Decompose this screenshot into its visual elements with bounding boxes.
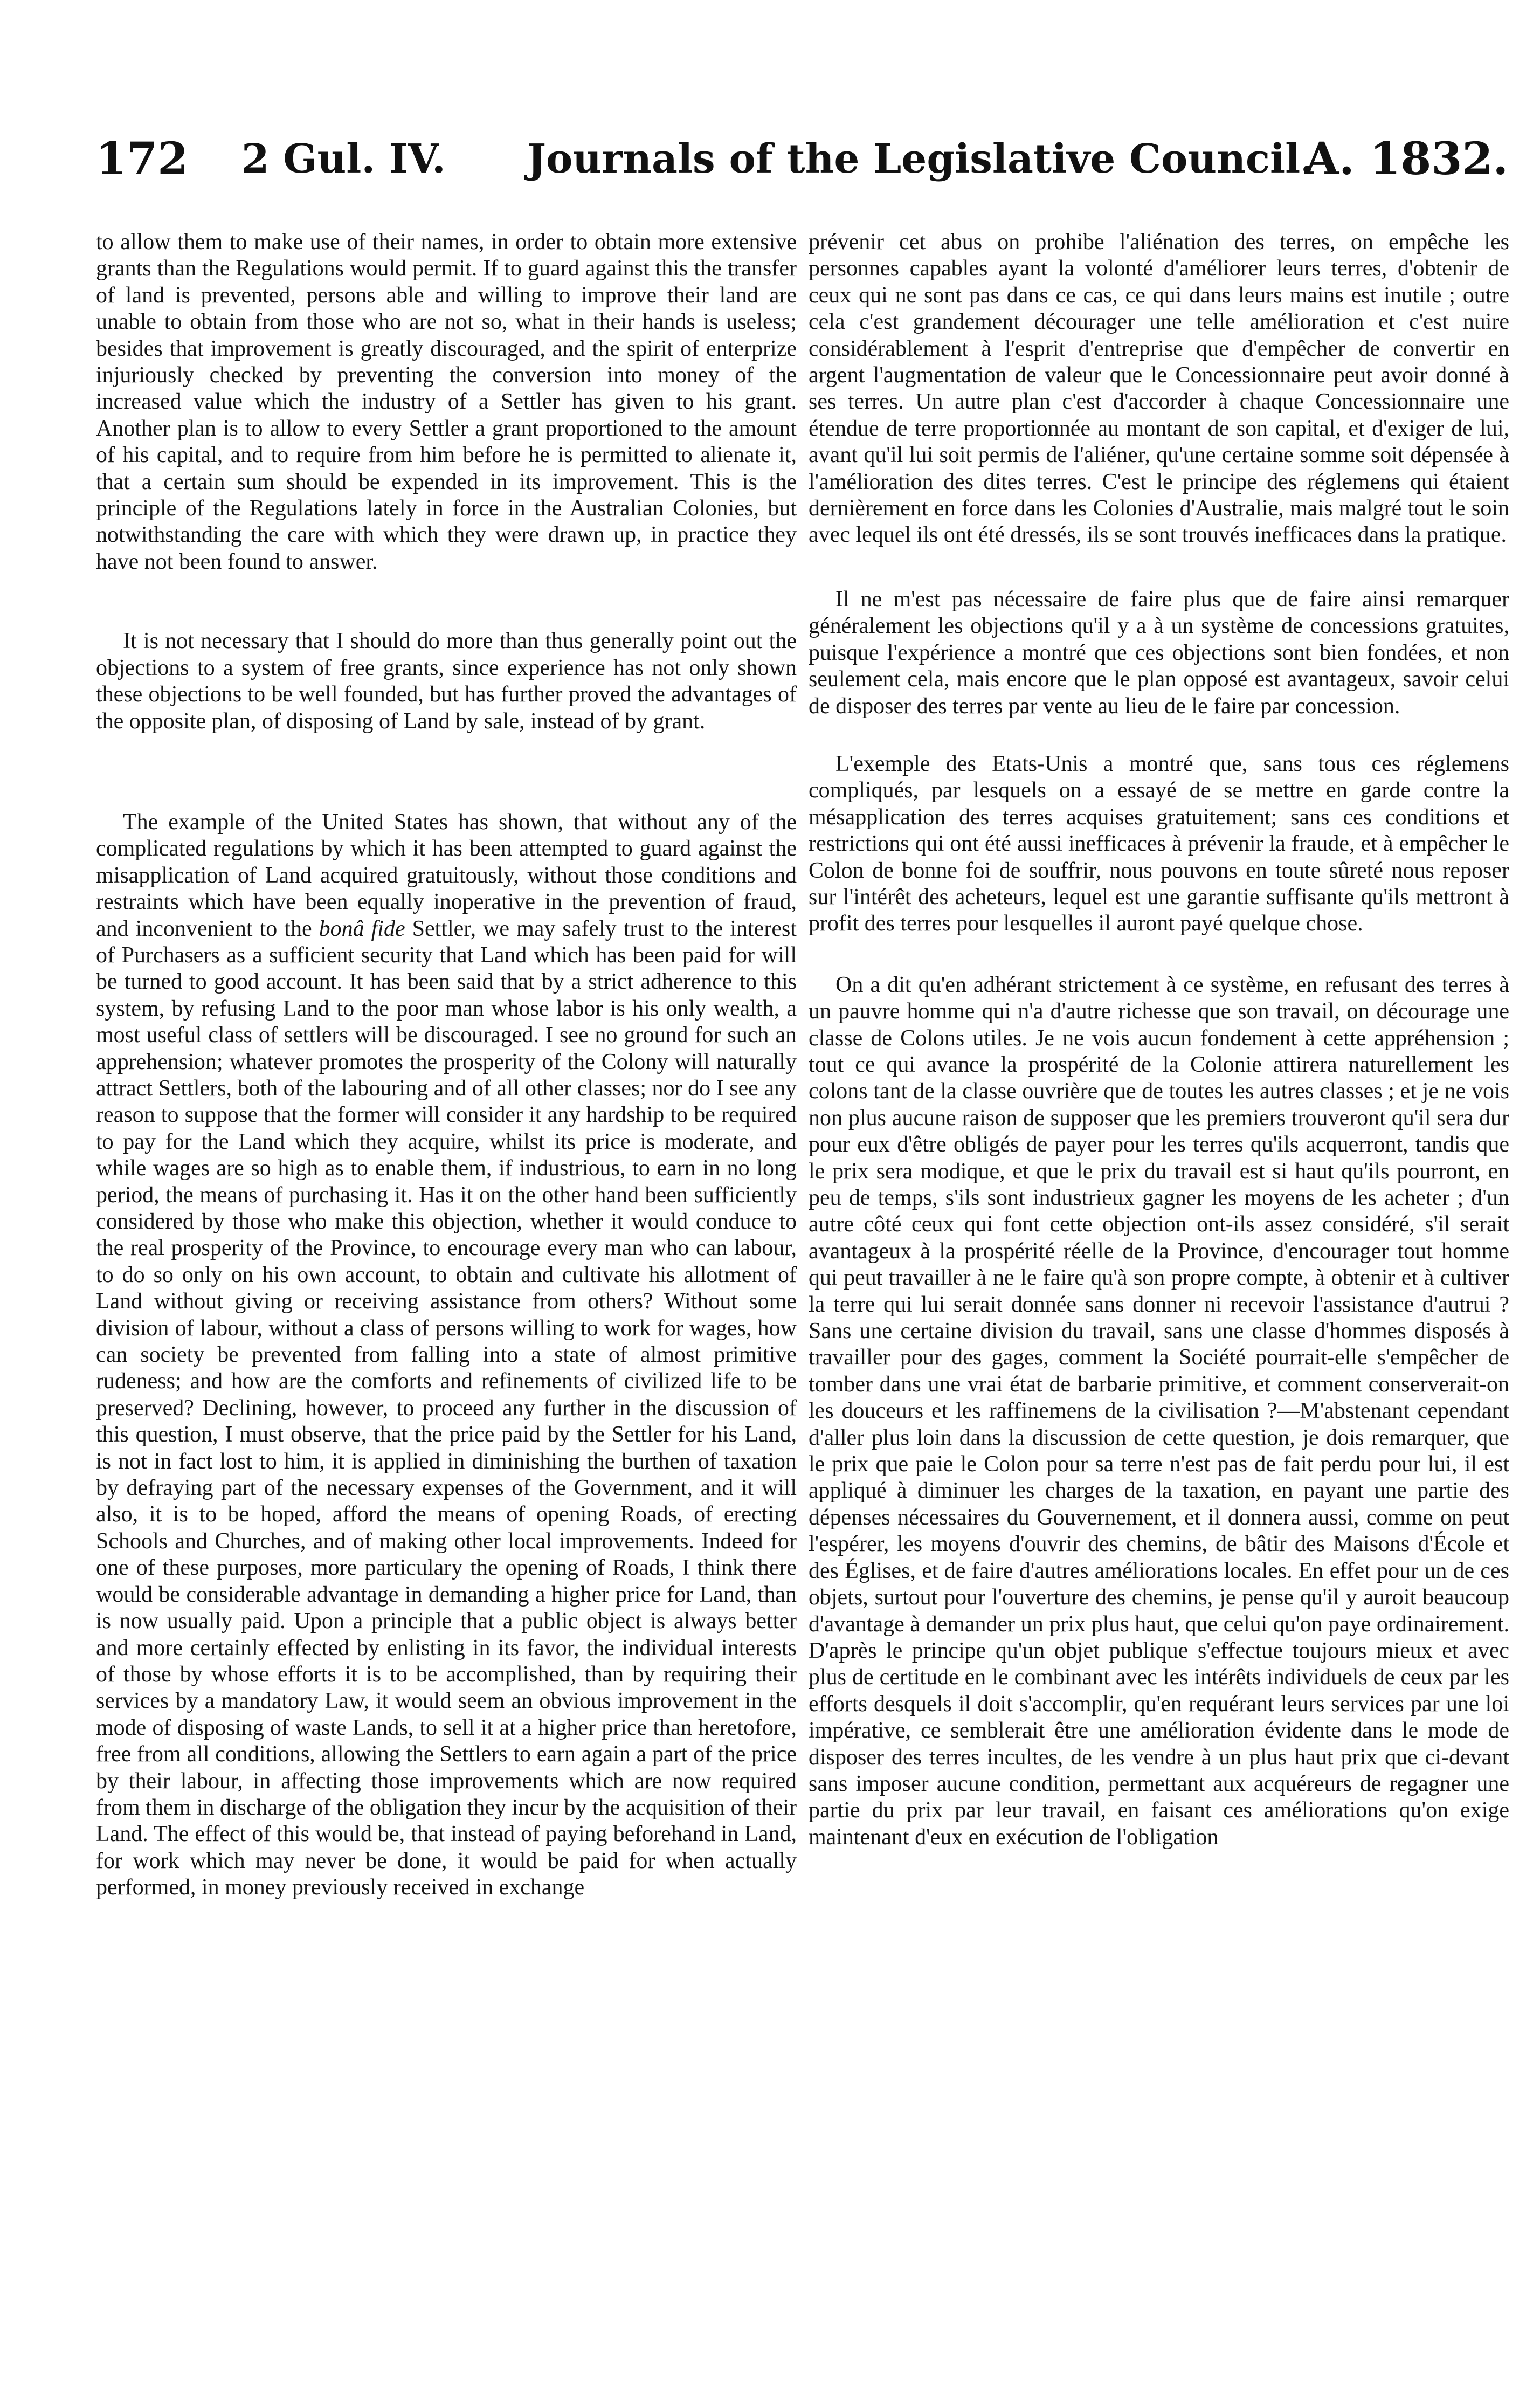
french-paragraph-2: Il ne m'est pas nécessaire de faire plus que de faire ainsi remarquer généralement les objections qu'il y a à un système de concessions gratuites, puisque l'expérience a montré que ces objections sont bien fondées, et non seulement cela, mais encore que le plan opposé est avantageux, savoir celui de disposer des terres par vente au lieu de le faire par concession. [809,587,1509,719]
calendar-year: A. 1832. [1304,133,1508,185]
paragraph-gap [96,735,797,809]
page-header [96,129,1508,189]
running-title: Journals of the Legislative Council. [527,136,1314,182]
french-paragraph-4: On a dit qu'en adhérant strictement à ce système, en refusant des terres à un pauvre homme qui n'a d'autre richesse que son travail, on décourage une classe de Colons utiles. Je ne vois aucun fondement à cette appréhension ; tout ce qui avance la prospérité de la Colonie attirera naturellement les colons tant de la classe ouvrière que de toutes les autres classes ; et je ne vois non plus aucune raison de supposer que les premiers trouveront qu'il sera dur pour eux d'être obligés de payer pour les terres qu'ils acquerront, tandis que le prix sera modique, et que le prix du travail est si haut qu'ils pourront, en peu de temps, s'ils sont industrieux gagner les moyens de les acheter ; d'un autre côté ceux qui font cette objection ont-ils assez considéré, s'il serait avantageux à la prospérité réelle de la Province, d'encourager tout homme qui peut travailler à ne le faire qu'à son propre compte, à obtenir et à cultiver la terre qui lui serait donnée sans donner ni recevoir l'assistance d'autrui ? Sans une certaine division du travail, sans une classe d'hommes disposés à travailler pour des gages, comment la Société pourrait-elle s'empêcher de tomber dans une vrai état de barbarie primitive, et comment conserverait-on les douceurs et les raffinemens de la civilisation ?—M'abstenant cependant d'aller plus loin dans la discussion de cette question, je dois remarquer, que le prix que paie le Colon pour sa terre n'est pas de fait perdu pour lui, il est appliqué à diminuer les charges de la taxation, en payant une partie des dépenses nécessaires du Gouvernement, et il donnera aussi, comme on peut l'espérer, les moyens d'ouvrir des chemins, de bâtir des Maisons d'École et des Églises, et de faire d'autres améliorations locales. En effet pour un de ces objets, surtout pour l'ouverture des chemins, je pense qu'il y auroit beaucoup d'avantage à demander un prix plus haut, que celui qu'on paye ordinairement. D'après le principe qu'un objet publique s'effectue toujours mieux et avec plus de certitude en le combinant avec les intérêts individuels de ceux par les efforts desquels il doit s'accomplir, qu'en requérant leurs services par une loi impérative, ce semblerait être une amélioration évidente dans le mode de disposer des terres incultes, de les vendre à un plus haut prix que ci-devant sans imposer aucune condition, permettant aux acquéreurs de regagner une partie du prix par leur travail, en faisant ces améliorations qu'on exige maintenant d'eux en exécution de l'obligation [809,972,1509,1850]
paragraph-gap [809,549,1509,587]
paragraph-gap [809,937,1509,972]
italic-phrase: bonâ fide [319,916,405,941]
paragraph-gap [96,575,797,628]
english-paragraph-3-part-b: Settler, we may safely trust to the interest of Purchasers as a sufficient security that Land which has been paid for will be turned to good account. It has been said that by a strict adherence to this system, by refusing Land to the poor man whose labor is his only wealth, a most useful class of settlers will be discouraged. I see no ground for such an apprehension; whatever promotes the prosperity of the Colony will naturally attract Settlers, both of the labouring and of all other classes; nor do I see any reason to suppose that the former will consider it any hardship to be required to pay for the Land which they acquire, whilst its price is moderate, and while wages are so high as to enable them, if industrious, to earn in no long period, the means of purchasing it. Has it on the other hand been sufficiently considered by those who make this objection, whether it would conduce to the real prosperity of the Province, to encourage every man who can labour, to do so only on his own account, to obtain and cultivate his allotment of Land without giving or receiving assistance from others? Without some division of labour, without a class of persons willing to work for wages, how can society be prevented from falling into a state of almost primitive rudeness; and how are the comforts and refinements of civilized life to be preserved? Declining, however, to proceed any further in the discussion of this question, I must observe, that the price paid by the Settler for his Land, is not in fact lost to him, it is applied in diminishing the burthen of taxation by defraying part of the necessary expenses of the Government, and it will also, it is to be hoped, afford the means of opening Roads, of erecting Schools and Churches, and of making other local improvements. Indeed for one of these purposes, more particulary the opening of Roads, I think there would be considerable advantage in demanding a higher price for Land, than is now usually paid. Upon a principle that a public object is always better and more certainly effected by enlisting in its favor, the individual interests of those by whose efforts it is to be accomplished, than by requiring their services by a mandatory Law, it would seem an obvious improvement in the mode of disposing of waste Lands, to sell it at a higher price than heretofore, free from all conditions, allowing the Settlers to earn again a part of the price by their labour, in affecting those improvements which are now required from them in discharge of the obligation they incur by the acquisition of their Land. The effect of this would be, that instead of paying beforehand in Land, for work which may never be done, it would be paid for when actually performed, in money previously received in exchange [96,916,797,1900]
english-paragraph-2: It is not necessary that I should do more than thus generally point out the objections to a system of free grants, since experience has not only shown these objections to be well founded, but has further proved the advantages of the opposite plan, of disposing of Land by sale, instead of by grant. [96,629,797,734]
english-paragraph-3-part-a: The example of the United States has shown, that without any of the complicated regulations by which it has been attempted to guard against the misapplication of Land acquired gratuitously, without those conditions and restraints which have been equally inoperative in the prevention of fraud, and inconvenient to the [96,809,797,941]
english-paragraph-3 [96,809,797,1901]
french-paragraph-3: L'exemple des Etats-Unis a montré que, sans tous ces réglemens compliqués, par lesquels on a essayé de se mettre en garde contre la mésapplication des terres acquises gratuitement; sans ces conditions et restrictions qui ont été aussi inefficaces à prévenir la fraude, et à empêcher le Colon de bonne foi de souffrir, nous pouvons en toute sûreté nous reposer sur l'intérêt des acheteurs, lequel est une garantie suffisante qu'ils mettront à profit des terres pour lesquelles il auront payé quelque chose. [809,751,1509,936]
english-paragraph-1: to allow them to make use of their names, in order to obtain more extensive grants than the Regulations would permit. If to guard against this the transfer of land is prevented, persons able and willing to improve their land are unable to obtain from those who are not so, what in their hands is useless; besides that improvement is greatly discouraged, and the spirit of enterprize injuriously checked by preventing the conversion into money of the increased value which the industry of a Settler has given to his grant. Another plan is to allow to every Settler a grant proportioned to the amount of his capital, and to require from him before he is permitted to alienate it, that a certain sum should be expended in its improvement. This is the principle of the Regulations lately in force in the Australian Colonies, but notwithstanding the care with which they were drawn up, in practice they have not been found to answer. [96,230,797,574]
english-column [96,229,797,2267]
regnal-year: 2 Gul. IV. [241,136,446,182]
french-column [809,229,1509,2267]
french-paragraph-1: prévenir cet abus on prohibe l'aliénation des terres, on empêche les personnes capables ayant la volonté d'améliorer leurs terres, d'obtenir de ceux qui ne sont pas dans ce cas, ce qui dans leurs mains est inutile ; outre cela c'est grandement décourager une telle amélioration et c'est nuire considérablement à l'esprit d'entreprise que d'empêcher de convertir en argent l'augmentation de valeur que le Concessionnaire peut avoir donné à ses terres. Un autre plan c'est d'accorder à chaque Concessionnaire une étendue de terre proportionnée au montant de son capital, et d'exiger de lui, avant qu'il lui soit permis de l'aliéner, qu'une certaine somme soit dépensée à l'amélioration des dites terres. C'est le principe des réglemens qui étaient dernièrement en force dans les Colonies d'Australie, mais malgré tout le soin avec lequel ils ont été dressés, ils se sont trouvés inefficaces dans la pratique. [809,230,1509,548]
paragraph-gap [809,720,1509,751]
page-number: 172 [96,133,189,185]
